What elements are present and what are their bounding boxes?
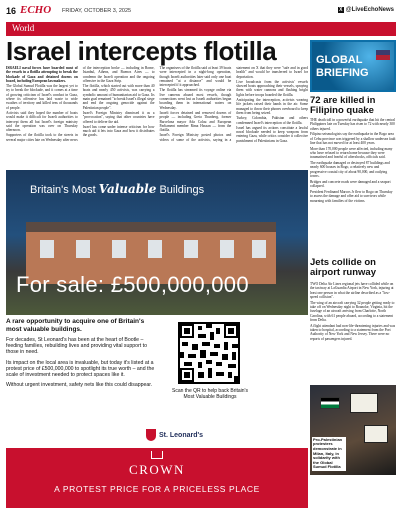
jets-paragraph: The wing of an aircraft carrying 32 people getting ready to take off on Wednesday night to Roanoke, Virginia, hit the fuselage of an aircraft arriving from Charlotte, North Carolina, with 61 people aboard, according to a statement from Delta. <box>310 300 395 322</box>
ad-title-pre: Britain's Most <box>30 184 96 196</box>
qr-caption: Scan the QR to help back Britain's Most Valuable Buildings <box>172 388 248 400</box>
building-window <box>40 240 54 258</box>
page-header <box>0 0 402 22</box>
crown-logo: CROWN <box>129 462 185 477</box>
ad-paragraph: Its impact on the local area is invaluable, but today it's listed at a protest price of £500,000,000 to spotlight its true worth – and the scale of investment needed to protect spaces like it. <box>6 359 155 379</box>
x-logo-icon: X <box>339 7 343 13</box>
shield-icon <box>146 429 156 441</box>
sponsor-logo <box>146 428 266 442</box>
page-number: 16 <box>6 6 17 16</box>
article-paragraph: The organisers of the flotilla said at least 39 boats were intercepted in a night-long operation, though Israeli authorities later said only one boat remained "at a distance" and would be intercepted if it approached. <box>159 66 232 88</box>
building-window <box>184 240 198 258</box>
ad-title-script: Valuable <box>98 182 157 196</box>
jets-article <box>310 282 396 342</box>
article-paragraph: Israeli forces detained and removed dozens of people — including Greta Thunberg, former Barcelona mayor Ada Colau and European Parliament member Rima Hassan — from the flotilla. <box>159 110 232 133</box>
quake-paragraph: Bridges and concrete roads were damaged and a seaport collapsed. <box>310 179 391 189</box>
protest-sign <box>364 425 388 443</box>
sponsor-name: St. Leonard's <box>159 431 204 439</box>
ad-title <box>30 182 204 196</box>
quake-article <box>310 118 396 204</box>
crown-banner <box>6 448 308 508</box>
article-paragraph: Israel has argued its actions constitute a lawful naval blockade needed to keep weapons from entering Gaza, while critics consider it collective punishment of Palestinians in Gaza. <box>236 125 308 143</box>
qr-code[interactable] <box>178 322 240 384</box>
protest-sign <box>350 393 378 413</box>
article-paragraph: Israel's Foreign Ministry posted photos and videos of some of the activists, saying in a statement on X that they were "safe and in good health" and would be transferred to Israel for deportation. <box>159 66 308 142</box>
article-paragraph: Turkey, Colombia, Pakistan and others condemned Israel's interception of the flotilla. <box>236 116 308 125</box>
ad-paragraph: For decades, St Leonard's has been at the heart of Bootle – feeding families, rebuilding lives and providing vital support to those in need. <box>6 337 148 356</box>
brand-logo: ECHO <box>20 4 52 16</box>
handle-text: @LiveEchoNews <box>345 7 394 13</box>
ad-paragraph: Without urgent investment, safety nets like this could disappear. <box>6 382 153 389</box>
section-band <box>6 22 396 36</box>
building-window <box>220 240 234 258</box>
quake-paragraph: President Ferdinand Marcos Jr flew to Bogo on Thursday to assess the damage and offer aid to survivors while mourning with families of the victims. <box>310 189 393 203</box>
article-paragraph: Activists said they hoped the number of boats would make it difficult for Israeli authorities to intercept them all but Israel's foreign ministry said the operation was over on Thursday afternoon. <box>6 110 78 133</box>
main-article <box>6 66 308 166</box>
building-photo <box>6 170 308 315</box>
main-headline: Israel intercepts flotilla <box>6 36 277 66</box>
flag-icon <box>376 50 390 60</box>
crown-icon <box>151 451 163 459</box>
quake-paragraph: More than 170,000 people were affected, including many who have refused to return home because they were traumatised and fearful of aftershocks, officials said. <box>310 146 393 160</box>
photo-caption: Pro-Palestinian protesters demonstrate in Milan, Italy, in solidarity with the Global Sumud Flotilla <box>312 437 346 471</box>
ad-lead: A rare opportunity to acquire one of Britain's most valuable buildings. <box>6 318 145 333</box>
article-paragraph: The flotilla has streamed its voyage online via live cameras aboard most vessels, though connections went lost as Israeli authorities began boarding them in international waters on Wednesday. <box>159 88 232 110</box>
quake-paragraph: THE death toll in a powerful earthquake that hit the central Philippines late on Tuesday has risen to 72 with nearly 300 others injured. <box>310 118 396 131</box>
article-paragraph: The Global Sumud Flotilla was the largest yet to try to break the blockade, and it comes at a time of growing criticism of Israel's conduct in Gaza, where its offensive has laid waste to wide swathes of territory and killed tens of thousands of people. <box>6 84 78 110</box>
jets-paragraph: TWO Delta Air Lines regional jets have collided while on the taxiway at LaGuardia Airport in New York, injuring at least one person in what the airline described as a "low-speed collision". <box>310 282 394 299</box>
article-paragraph: ISRAELI naval forces have boarded most of the vessels in a flotilla attempting to break the blockade of Gaza and detained dozens on board, including European lawmakers. <box>6 66 78 83</box>
ad-tagline: A PROTEST PRICE FOR A PRICELESS PLACE <box>54 484 260 494</box>
building-window <box>76 240 90 258</box>
jets-headline: Jets collide on airport runway <box>310 257 376 278</box>
ad-title-post: Buildings <box>159 184 205 196</box>
global-briefing-banner <box>310 40 396 92</box>
ad-body <box>6 318 156 392</box>
section-label: World <box>12 23 35 33</box>
palestinian-flag-icon <box>320 397 340 409</box>
social-handle <box>338 7 394 13</box>
quake-paragraph: Filipino seismologists say the earthquake in the Bogo area of Cebu province was triggered by a shallow undersea fault line that has not moved for at least 400 years. <box>310 132 396 145</box>
quake-headline: 72 are killed in Filipino quake <box>310 95 376 116</box>
building-window <box>252 240 266 258</box>
quake-paragraph: The earthquake damaged or destroyed 87 buildings and nearly 600 houses in Bogo, a relatively new and progressive coastal city of about 90,000, and outlying towns. <box>310 161 390 179</box>
article-paragraph: Anticipating the interception, activists wearing life jackets raised their hands in the air. Some managed to throw their phones overboard to keep them from being seized. <box>236 98 308 115</box>
briefing-title-line1: GLOBAL <box>316 54 363 66</box>
ad-price: For sale: £500,000,000 <box>16 272 249 297</box>
issue-date: FRIDAY, OCTOBER 3, 2025 <box>62 8 132 14</box>
protest-photo <box>310 385 396 475</box>
article-paragraph: The flotilla, which started out with more than 40 boats and nearly 450 activists, was carrying a symbolic amount of humanitarian aid to Gaza. Its main goal remained "to break Israel's illegal siege and end the ongoing genocide against the Palestinian people". <box>82 84 155 110</box>
article-paragraph: Israel's Foreign Ministry dismissed it as a "provocation", saying that other countries have offered to deliver the aid. <box>82 110 155 124</box>
jets-paragraph: A flight attendant had non-life-threatening injuries and was taken to hospital, according to a statement from the Port Authority of New York and New Jersey. There were no reports of passengers injured. <box>310 323 396 341</box>
article-paragraph: Supporters of the flotilla took to the streets in several major cities late on Wednesday after news of the interception broke — including in Rome, Istanbul, Athens, and Buenos Aires — to condemn the Israeli operation and the ongoing offensive in the Gaza Strip. <box>6 66 155 142</box>
building-window <box>112 240 126 258</box>
building-roof <box>26 222 276 232</box>
building-window <box>148 240 162 258</box>
article-paragraph: Live broadcasts from the activists' vessels showed boats approaching their vessels, spraying them with water cannons and flashing bright lights before troops boarded the flotilla. <box>236 79 308 97</box>
article-paragraph: Israel has come under intense criticism for how much aid it lets into Gaza and how it distributes the goods. <box>82 124 155 138</box>
briefing-title-line2: BRIEFING <box>316 67 369 79</box>
qr-code-icon <box>180 324 238 382</box>
